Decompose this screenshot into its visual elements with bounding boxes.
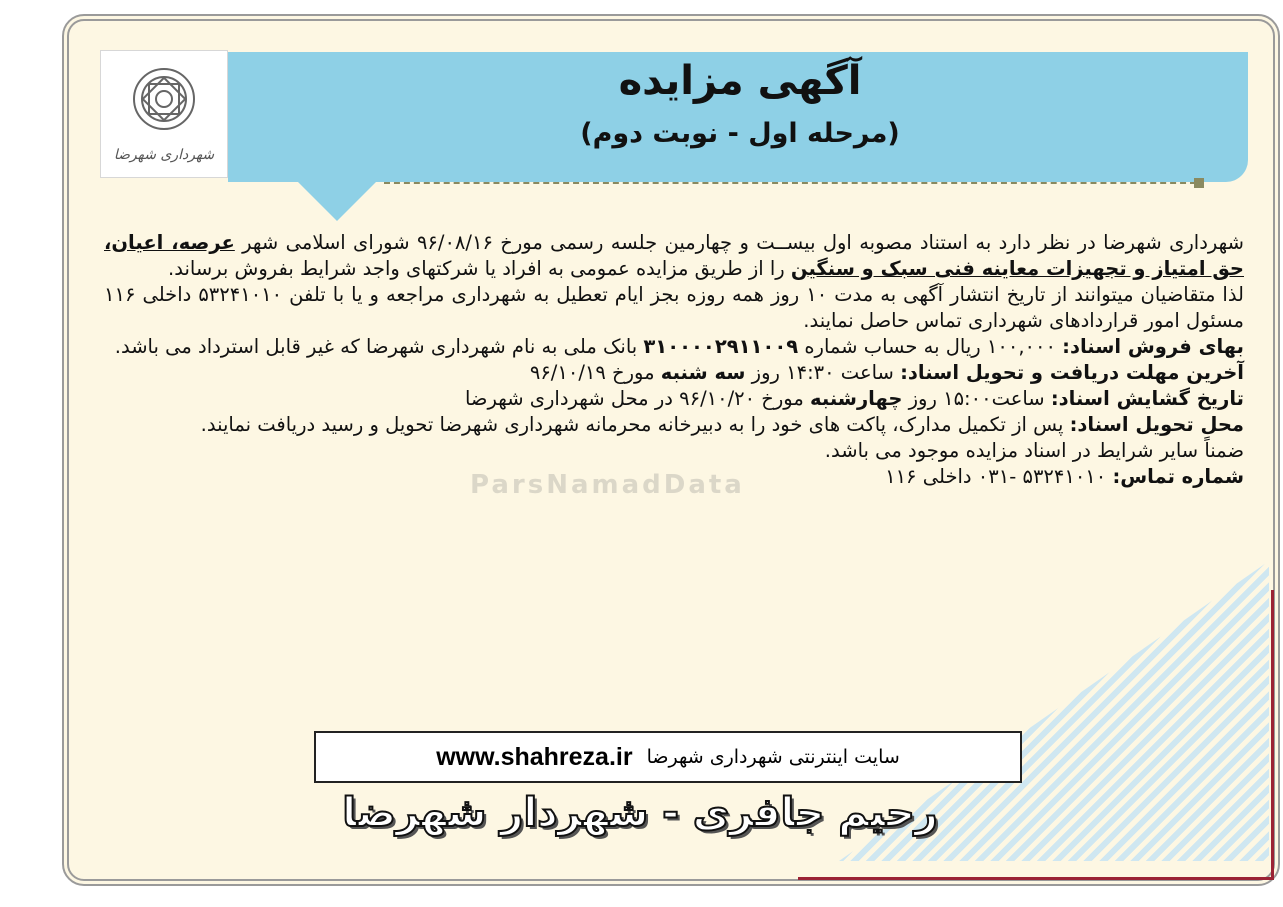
phone-text: ۵۳۲۴۱۰۱۰ -۰۳۱ داخلی ۱۱۶	[885, 465, 1113, 488]
website-link[interactable]: www.shahreza.ir	[436, 742, 633, 771]
opening-day: چهارشنبه	[810, 387, 903, 410]
price-text-1: ۱۰۰,۰۰۰ ریال به حساب شماره	[798, 335, 1063, 358]
deadline-day: سه شنبه	[660, 361, 746, 384]
deadline-label: آخرین مهلت دریافت و تحویل اسناد:	[900, 361, 1244, 384]
auction-subject: عرصه، اعیان، حق امتیاز و تجهیزات معاینه فنی سبک و سنگین	[104, 231, 1244, 280]
price-text-2: بانک ملی به نام شهرداری شهرضا که غیر قابل استرداد می باشد.	[114, 335, 644, 358]
phone-paragraph	[104, 464, 1244, 490]
opening-paragraph	[104, 386, 1244, 412]
banner-notch	[292, 176, 382, 221]
notice-body	[104, 230, 1244, 490]
misc-paragraph: ضمناً سایر شرایط در اسناد مزایده موجود می باشد.	[824, 439, 1244, 462]
phone-label: شماره تماس:	[1112, 465, 1244, 488]
intro-paragraph	[104, 230, 1244, 282]
watermark: ParsNamadData	[470, 470, 745, 500]
delivery-text: پس از تکمیل مدارک، پاکت های خود را به دبیرخانه محرمانه شهرداری شهرضا تحویل و رسید دریافت نمایند.	[200, 413, 1070, 436]
opening-text-1: ساعت۱۵:۰۰ روز	[902, 387, 1051, 410]
intro-text-1: شهرداری شهرضا در نظر دارد به استناد مصوبه اول بیســت و چهارمین جلسه رسمی مورخ ۹۶/۰۸/۱۶ شورای اسلامی شهر	[242, 231, 1244, 254]
website-box	[314, 731, 1022, 783]
opening-text-2: مورخ ۹۶/۱۰/۲۰ در محل شهرداری شهرضا	[464, 387, 811, 410]
deadline-paragraph	[104, 360, 1244, 386]
website-label: سایت اینترنتی شهرداری شهرضا	[646, 746, 900, 768]
logo-caption: شهرداری شهرضا	[113, 147, 215, 163]
municipality-logo	[100, 50, 228, 178]
intro-text-2: را از طریق مزایده عمومی به افراد یا شرکتهای واجد شرایط بفروش برساند.	[168, 257, 791, 280]
price-paragraph	[104, 334, 1244, 360]
deadline-text-2: مورخ ۹۶/۱۰/۱۹	[529, 361, 661, 384]
applicants-paragraph: لذا متقاضیان میتوانند از تاریخ انتشار آگهی به مدت ۱۰ روز همه روزه بجز ایام تعطیل به شهرداری مراجعه و یا با تلفن ۵۳۲۴۱۰۱۰ داخلی ۱۱۶ مسئول امور قراردادهای شهرداری تماس حاصل نمایند.	[104, 283, 1245, 332]
account-number: ۳۱۰۰۰۰۲۹۱۱۰۰۹	[643, 335, 799, 358]
page-subtitle: (مرحله اول - نوبت دوم)	[580, 118, 900, 149]
dashed-divider	[384, 182, 1196, 184]
divider-end-square	[1194, 178, 1204, 188]
deadline-text-1: ساعت ۱۴:۳۰ روز	[745, 361, 901, 384]
opening-label: تاریخ گشایش اسناد:	[1050, 387, 1244, 410]
delivery-label: محل تحویل اسناد:	[1069, 413, 1244, 436]
mayor-signature: رحیم جافری - شهردار شهرضا	[342, 790, 938, 836]
price-label: بهای فروش اسناد:	[1062, 335, 1244, 358]
page-title: آگهی مزایده	[618, 58, 862, 104]
emblem-icon	[101, 51, 227, 147]
delivery-paragraph	[104, 412, 1244, 438]
